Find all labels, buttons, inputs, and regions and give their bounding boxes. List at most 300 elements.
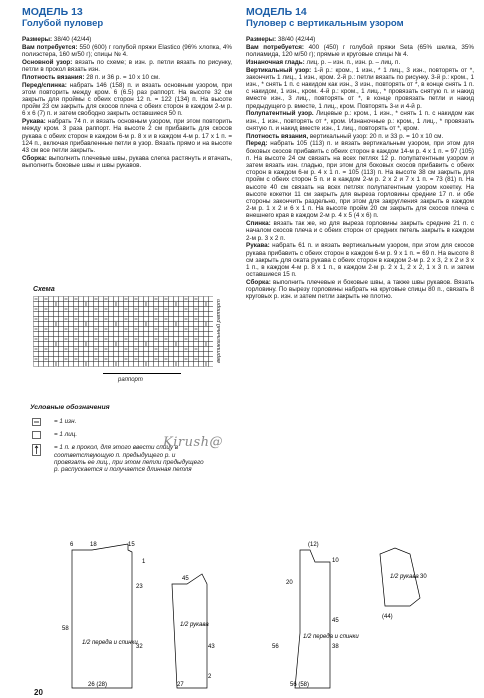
schema-label: Схема [33,286,55,293]
chart-cell [119,307,124,312]
model-14-paragraph-text: 1-й р.: кром., 1 изн., * 1 лиц., 3 изн., повторять от *, закончить 1 лиц., 1 изн., кром. 2-й р.: петли вязать по рисунку. 3-й р.: кром., 1 изн., * снять 1 п. с накидом как изн., 3 изн., повторять от *, в конце снять 1 п. с накидом, 1 изн., кром. 4-й р.: кром., 1 лиц., * провязать снятую п. и накид вместе изн., 3 лиц., повторять от *, в конце провязать петли и накид предыдущего р. вместе, 1 лиц., кром. Повторять 3-и и 4-й р. [246,66,474,110]
chart-cell [119,297,124,302]
chart-cell [134,352,139,357]
chart-cell [114,332,119,337]
chart-cell [134,312,139,317]
chart-cell [39,317,44,322]
chart-cell [169,297,174,302]
chart-cell [169,347,174,352]
chart-cell [139,347,144,352]
model-13-paragraph [22,74,232,81]
chart-cell [199,307,204,312]
model-14-paragraph-text: вязать так же, но для выреза горловины закрыть средние 21 п. с началом скосов плеча и с обеих сторон от средних петель закрыть в каждом 2-м р. 3 х 2 п. [246,220,474,242]
chart-cell [69,337,74,342]
chart-cell [74,322,79,327]
chart-cell [174,337,179,342]
chart-cell [194,322,199,327]
measure-6: 58 [62,626,69,632]
model-14-paragraph-label: Плотность вязания, [246,132,309,140]
chart-cell [34,322,39,327]
chart-cell [209,297,214,302]
chart-cell [209,307,214,312]
chart-cell [49,337,54,342]
chart-cell [59,307,64,312]
measure-3: 15 [128,542,135,548]
chart-cell [129,297,134,302]
measure-2: 18 [90,542,97,548]
chart-cell [39,322,44,327]
chart-cell [179,307,184,312]
chart-cell [89,347,94,352]
chart-cell [49,322,54,327]
chart-cell [94,312,99,317]
chart-cell [199,297,204,302]
front-back-pattern-shape-14 [295,550,330,688]
chart-cell [149,362,154,367]
chart-cell [64,322,69,327]
chart-cell [204,297,209,302]
chart-cell [119,327,124,332]
chart-cell [94,362,99,367]
chart-cell [159,332,164,337]
chart-cell [39,327,44,332]
chart-cell [44,332,49,337]
chart-cell [129,302,134,307]
chart-cell [34,302,39,307]
chart-cell [79,327,84,332]
chart-cell [74,332,79,337]
chart-cell [209,302,214,307]
chart-cell [134,332,139,337]
chart-cell [189,322,194,327]
chart-cell [94,342,99,347]
chart-cell [164,322,169,327]
chart-cell [204,332,209,337]
measure-14-5: 38 [332,644,339,650]
chart-cell [74,312,79,317]
chart-cell [189,302,194,307]
chart-cell [169,332,174,337]
chart-cell [114,317,119,322]
model-13-paragraph-text: набрать 74 п. и вязать основным узором, при этом повторить между кром. 3 раза раппорт. На высоте 2 см прибавить для скосов рукава с обеих сторон в каждом 6-м р. 8 х и в каждом 4-м р. 17 х 1 п. = 124 п., включая прибавленные петли в узор. Вязать прямо и на высоте 43 см все петли закрыть. [22,118,232,155]
measure-5: 23 [136,584,143,590]
chart-cell [179,317,184,322]
knitting-chart-grid [33,296,213,368]
chart-cell [164,362,169,367]
chart-cell [39,357,44,362]
chart-cell [59,302,64,307]
chart-cell [89,302,94,307]
chart-cell [109,332,114,337]
model-14-paragraph-label: Вам потребуется: [246,43,305,51]
chart-cell [49,342,54,347]
chart-cell [189,327,194,332]
chart-cell [144,327,149,332]
model-13-paragraph [22,59,232,73]
chart-cell [114,307,119,312]
chart-cell [69,347,74,352]
watermark: Kirush@ [163,435,224,450]
chart-cell [99,342,104,347]
chart-cell [209,312,214,317]
chart-cell [84,332,89,337]
dash-symbol-icon [32,418,54,428]
model-13-paragraph-text: вязать по схеме; в изн. р. петли вязать по рисунку, петли в прокол вязать изн. [22,58,233,73]
chart-cell [199,342,204,347]
measure-11: 45 [182,576,189,582]
chart-cell [69,312,74,317]
chart-cell [89,337,94,342]
chart-cell [209,362,214,367]
chart-cell [159,327,164,332]
chart-cell [94,332,99,337]
chart-cell [169,357,174,362]
chart-cell [34,352,39,357]
chart-cell [149,357,154,362]
chart-cell [64,342,69,347]
chart-cell [164,342,169,347]
model-14-paragraph [246,36,474,43]
chart-cell [209,317,214,322]
chart-cell [149,302,154,307]
chart-cell [49,357,54,362]
chart-cell [199,312,204,317]
front-back-pattern-shape [72,544,132,688]
chart-cell [84,317,89,322]
chart-cell [159,297,164,302]
chart-cell [79,357,84,362]
chart-cell [179,357,184,362]
chart-cell [99,317,104,322]
chart-cell [149,317,154,322]
chart-cell [174,327,179,332]
chart-cell [159,362,164,367]
chart-cell [179,322,184,327]
model-13-instructions [22,36,232,169]
vertical-rapport-label: вертикальный раппорт [216,299,222,363]
chart-cell [59,352,64,357]
chart-cell [139,337,144,342]
chart-cell [149,297,154,302]
chart-cell [34,312,39,317]
chart-cell [74,302,79,307]
chart-cell [124,352,129,357]
chart-cell [194,352,199,357]
chart-cell [89,342,94,347]
model-14-paragraph [246,133,474,140]
chart-cell [189,357,194,362]
model-13-paragraph-label: Сборка: [22,154,47,162]
model-14-paragraph [246,67,474,110]
chart-cell [99,352,104,357]
chart-cell [199,322,204,327]
chart-cell [199,362,204,367]
chart-cell [89,307,94,312]
chart-cell [194,312,199,317]
page-number: 20 [34,688,43,697]
chart-cell [109,357,114,362]
chart-cell [179,342,184,347]
chart-cell [164,312,169,317]
chart-cell [149,352,154,357]
chart-cell [154,342,159,347]
chart-cell [49,312,54,317]
chart-cell [94,352,99,357]
chart-cell [79,322,84,327]
knitting-chart [33,296,213,366]
model-13-paragraph [22,44,232,58]
chart-cell [209,342,214,347]
chart-cell [169,312,174,317]
chart-cell [89,322,94,327]
chart-cell [44,352,49,357]
chart-cell [209,327,214,332]
chart-cell [99,312,104,317]
chart-cell [174,332,179,337]
chart-cell [199,337,204,342]
chart-cell [159,312,164,317]
chart-cell [144,332,149,337]
chart-cell [194,302,199,307]
model-13-paragraph [22,118,232,154]
chart-cell [64,332,69,337]
model-14-paragraph [246,110,474,132]
model-13-paragraph [22,36,232,43]
chart-cell [74,362,79,367]
chart-cell [104,312,109,317]
model-13-paragraph-label: Размеры: [22,36,53,43]
legend-item-purl-text: = 1 изн. [54,418,77,425]
model-13-paragraph-text: 38/40 (42/44) [52,36,92,43]
chart-cell [179,302,184,307]
chart-cell [64,302,69,307]
chart-cell [144,352,149,357]
chart-cell [54,307,59,312]
chart-cell [159,347,164,352]
chart-cell [54,347,59,352]
chart-cell [124,342,129,347]
chart-cell [114,327,119,332]
chart-cell [114,352,119,357]
legend-item-knit-text: = 1 лиц. [54,431,78,439]
model-14-paragraph-text: выполнить плечевые и боковые швы, а также швы рукавов. Вязать горловину. По вырезу горловины набрать на круговые спицы 80 п., связать 8 круговых р. изн. и затем петли закрыть не плотно. [246,279,474,301]
chart-cell [114,357,119,362]
chart-cell [144,297,149,302]
chart-cell [119,342,124,347]
chart-cell [89,327,94,332]
chart-cell [199,332,204,337]
chart-cell [84,337,89,342]
chart-cell [89,357,94,362]
chart-cell [174,312,179,317]
chart-cell [129,357,134,362]
chart-cell [109,317,114,322]
chart-cell [114,297,119,302]
measure-14-9: (44) [382,614,393,620]
sleeve-label: 1/2 рукава [180,622,209,628]
chart-cell [134,342,139,347]
chart-cell [174,297,179,302]
chart-cell [129,332,134,337]
chart-cell [204,307,209,312]
measure-8: 26 (28) [88,682,108,688]
chart-cell [139,327,144,332]
chart-cell [184,312,189,317]
model-14-paragraph-label: Вертикальный узор: [246,66,312,74]
chart-cell [169,307,174,312]
chart-cell [49,307,54,312]
chart-cell [69,307,74,312]
chart-cell [124,302,129,307]
chart-cell [209,347,214,352]
chart-cell [59,332,64,337]
chart-cell [99,297,104,302]
model-13-paragraph [22,155,232,169]
chart-cell [199,317,204,322]
chart-cell [149,312,154,317]
chart-cell [89,312,94,317]
chart-cell [84,312,89,317]
model-14-paragraph-text: 400 (450) г голубой пряжи Seta (65% шелка, 35% полиамида, 120 м/50 г); прямые и круговые спицы № 4. [246,43,474,58]
chart-cell [174,347,179,352]
chart-cell [179,362,184,367]
chart-cell [124,322,129,327]
chart-cell [79,297,84,302]
chart-cell [144,347,149,352]
chart-cell [154,352,159,357]
chart-cell [114,347,119,352]
chart-cell [79,347,84,352]
chart-cell [134,302,139,307]
chart-cell [159,352,164,357]
chart-cell [164,302,169,307]
chart-cell [109,312,114,317]
chart-cell [189,337,194,342]
chart-cell [189,362,194,367]
chart-cell [204,337,209,342]
chart-cell [149,332,154,337]
chart-cell [129,362,134,367]
chart-cell [109,337,114,342]
chart-cell [109,362,114,367]
chart-cell [49,302,54,307]
chart-cell [209,357,214,362]
model-14-paragraph-text: 38/40 (42/44) [276,36,316,43]
chart-cell [74,342,79,347]
chart-cell [179,347,184,352]
chart-cell [194,362,199,367]
chart-cell [139,352,144,357]
legend-item-purl [32,418,222,428]
chart-cell [79,332,84,337]
model-14-paragraph-text: лиц. р. – изн. п., изн. р. – лиц. п. [304,58,401,66]
chart-cell [119,362,124,367]
chart-cell [34,332,39,337]
chart-cell [109,352,114,357]
chart-cell [54,317,59,322]
chart-cell [69,342,74,347]
chart-cell [104,352,109,357]
chart-cell [119,332,124,337]
chart-cell [149,337,154,342]
chart-cell [189,307,194,312]
chart-cell [44,362,49,367]
chart-cell [164,352,169,357]
chart-cell [59,337,64,342]
chart-cell [69,322,74,327]
model-13-paragraph-text: 550 (600) г голубой пряжи Elastico (96% хлопка, 4% полиэстера, 160 м/50 г); спицы № 4. [22,43,233,58]
chart-cell [184,302,189,307]
legend-item-dropped-text: = 1 п. в прокол, для этого ввести спицу в соответствующую п. предыдущего р. и провязать ее лиц., при этом петли предыдущего р. распускается и получается длинная петля [54,444,204,474]
chart-cell [99,327,104,332]
chart-cell [129,337,134,342]
chart-cell [54,312,59,317]
chart-cell [129,347,134,352]
chart-cell [44,322,49,327]
chart-cell [119,347,124,352]
model-14-paragraph-label: Размеры: [246,36,277,43]
chart-cell [89,332,94,337]
legend-title: Условные обозначения [30,404,110,411]
chart-cell [69,297,74,302]
chart-cell [104,362,109,367]
model-14-paragraph [246,44,474,58]
chart-cell [124,362,129,367]
chart-cell [144,357,149,362]
chart-cell [139,357,144,362]
chart-cell [59,347,64,352]
chart-cell [179,297,184,302]
chart-cell [134,322,139,327]
chart-cell [119,317,124,322]
chart-cell [69,327,74,332]
chart-cell [159,342,164,347]
chart-cell [189,312,194,317]
chart-cell [84,327,89,332]
chart-cell [149,347,154,352]
chart-cell [174,307,179,312]
chart-cell [34,362,39,367]
chart-cell [139,302,144,307]
chart-cell [59,322,64,327]
chart-cell [204,352,209,357]
measure-12: 27 [177,682,184,688]
model-13-column [22,6,232,170]
chart-cell [209,332,214,337]
model-13-paragraph-label: Основной узор: [22,58,73,66]
chart-cell [129,352,134,357]
chart-cell [59,297,64,302]
chart-cell [109,327,114,332]
box-symbol-icon [32,431,54,441]
chart-cell [59,357,64,362]
chart-cell [169,322,174,327]
model-14-heading: МОДЕЛЬ 14 [246,6,307,18]
chart-cell [149,342,154,347]
model-13-paragraph-label: Плотность вязания: [22,73,85,81]
chart-cell [159,302,164,307]
model-14-paragraph-label: Спинка: [246,220,271,228]
model-14-paragraph-label: Перед: [246,140,268,148]
chart-cell [99,322,104,327]
chart-cell [204,347,209,352]
chart-cell [119,302,124,307]
model-13-paragraph-label: Рукава: [22,118,46,126]
chart-cell [34,342,39,347]
chart-cell [104,322,109,327]
chart-cell [169,302,174,307]
model-13-pattern-diagram [32,538,247,690]
